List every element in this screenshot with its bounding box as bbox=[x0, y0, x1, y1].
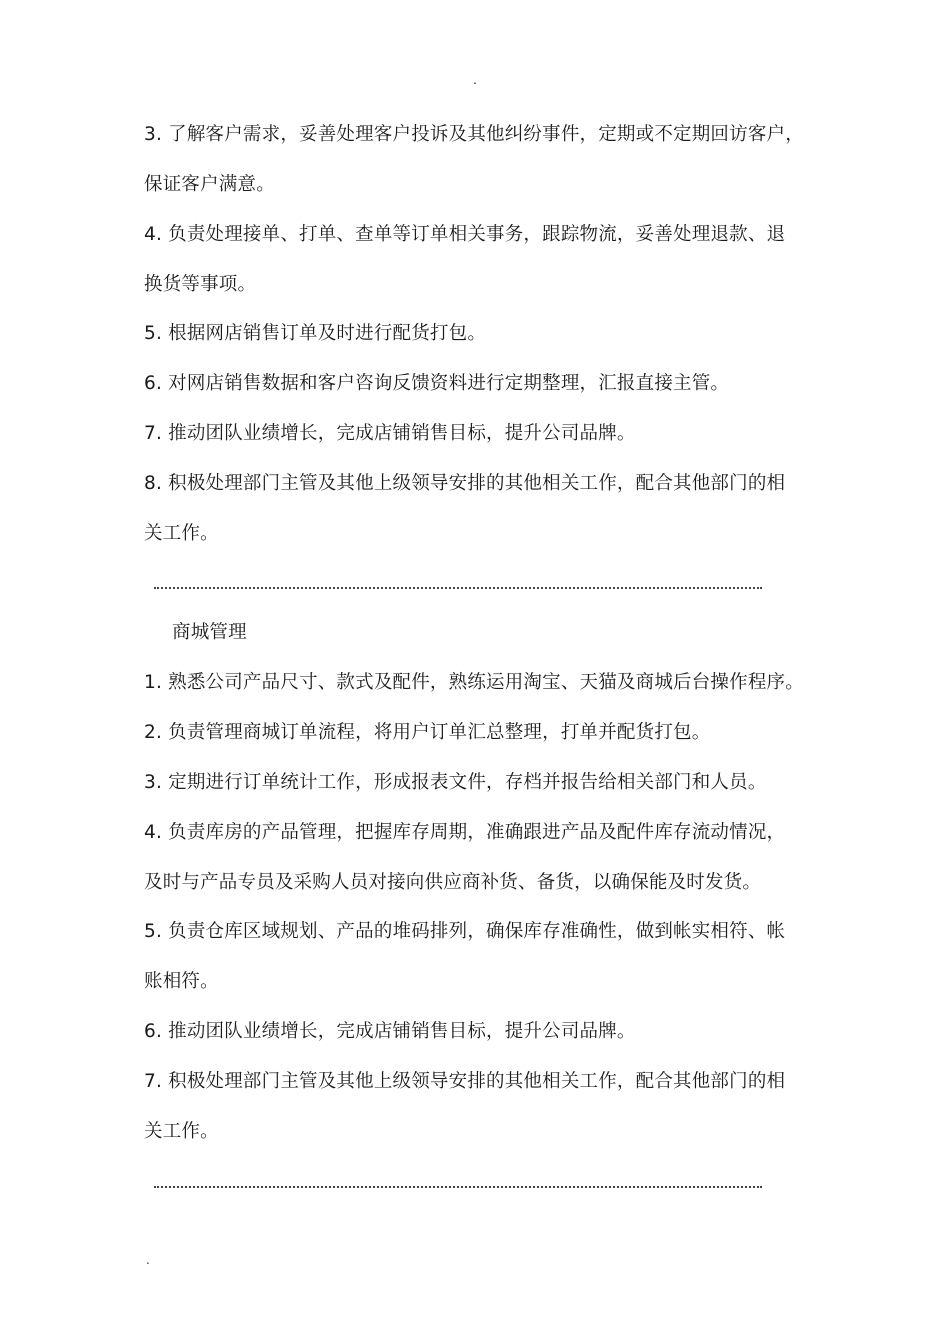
text-line: 8. 积极处理部门主管及其他上级领导安排的其他相关工作，配合其他部门的相 bbox=[144, 473, 786, 494]
text-line: 1. 熟悉公司产品尺寸、款式及配件，熟练运用淘宝、天猫及商城后台操作程序。 bbox=[144, 672, 804, 693]
text-line: 7. 推动团队业绩增长，完成店铺销售目标，提升公司品牌。 bbox=[144, 423, 636, 444]
text-line: 5. 根据网店销售订单及时进行配货打包。 bbox=[144, 323, 487, 344]
dotted-separator bbox=[154, 1186, 762, 1188]
text-line: 6. 推动团队业绩增长，完成店铺销售目标，提升公司品牌。 bbox=[144, 1021, 636, 1042]
text-line: 6. 对网店销售数据和客户咨询反馈资料进行定期整理，汇报直接主管。 bbox=[144, 373, 730, 394]
text-line: 关工作。 bbox=[144, 523, 219, 544]
text-line: 4. 负责库房的产品管理，把握库存周期，准确跟进产品及配件库存流动情况， bbox=[144, 822, 786, 843]
text-line: 2. 负责管理商城订单流程，将用户订单汇总整理，打单并配货打包。 bbox=[144, 722, 711, 743]
text-line: 3. 了解客户需求，妥善处理客户投诉及其他纠纷事件，定期或不定期回访客户， bbox=[144, 124, 804, 145]
text-line: 3. 定期进行订单统计工作，形成报表文件，存档并报告给相关部门和人员。 bbox=[144, 772, 767, 793]
text-line: 关工作。 bbox=[144, 1121, 219, 1142]
text-line: 保证客户满意。 bbox=[144, 174, 275, 195]
text-line: 及时与产品专员及采购人员对接向供应商补货、备货，以确保能及时发货。 bbox=[144, 872, 762, 893]
text-line: 换货等事项。 bbox=[144, 274, 257, 295]
text-line: 5. 负责仓库区域规划、产品的堆码排列，确保库存准确性，做到帐实相符、帐 bbox=[144, 921, 786, 942]
text-line: 4. 负责处理接单、打单、查单等订单相关事务，跟踪物流，妥善处理退款、退 bbox=[144, 224, 786, 245]
text-line: 7. 积极处理部门主管及其他上级领导安排的其他相关工作，配合其他部门的相 bbox=[144, 1071, 786, 1092]
dotted-separator bbox=[154, 587, 762, 589]
section-heading: 商城管理 bbox=[172, 622, 247, 643]
text-line: 账相符。 bbox=[144, 971, 219, 992]
page-mark-top: . bbox=[473, 73, 477, 87]
page-mark-bottom: . bbox=[146, 1253, 150, 1267]
